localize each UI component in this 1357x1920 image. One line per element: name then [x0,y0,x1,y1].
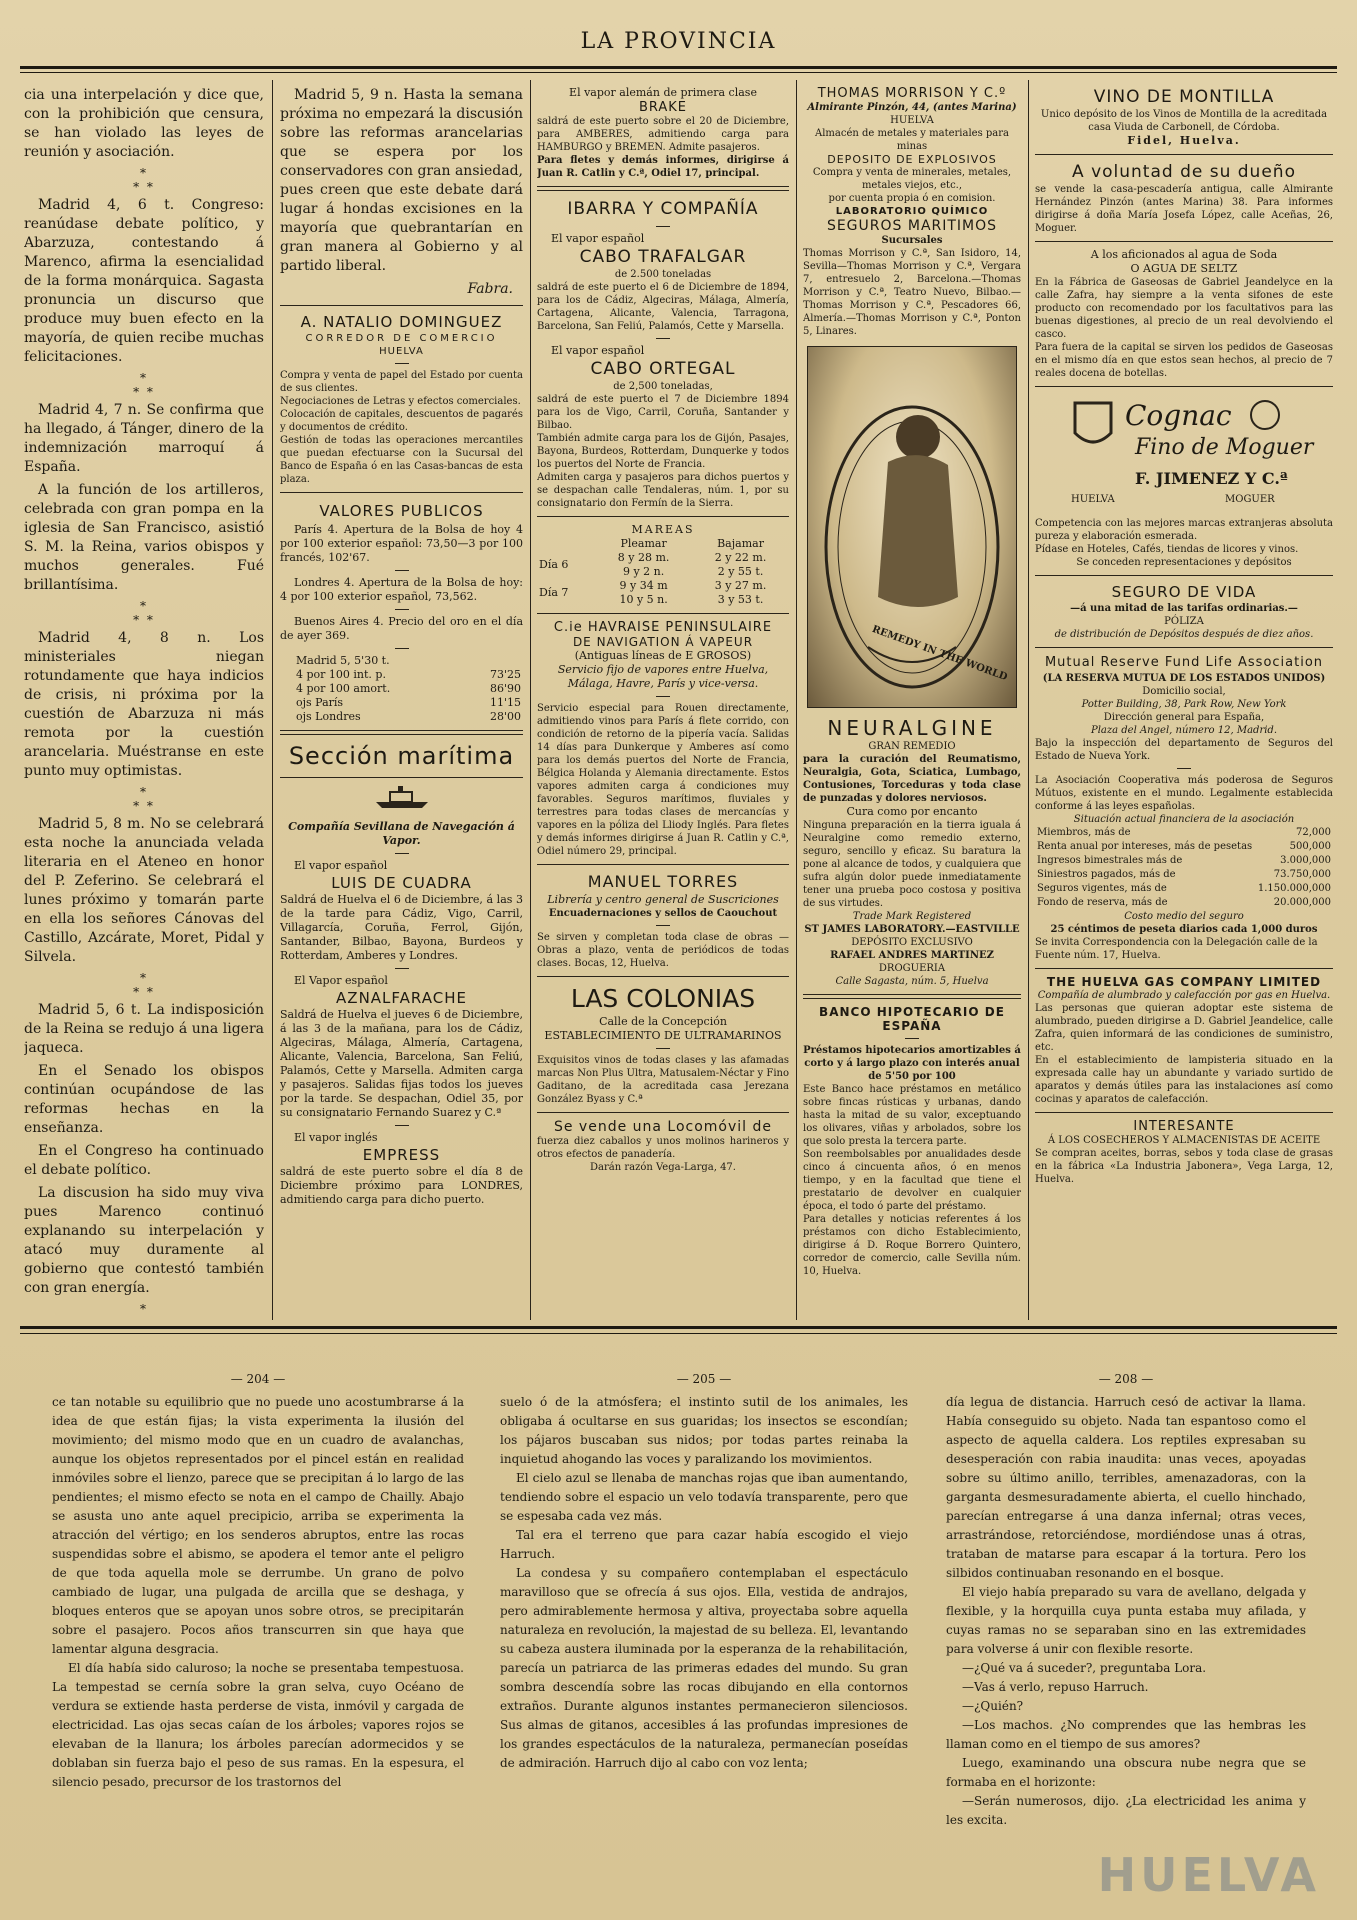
valores-value: 73'25 [489,668,521,681]
brake-pre: El vapor alemán de primera clase [569,86,757,99]
interesante-title: INTERESANTE [1133,1119,1235,1134]
illustration-caption: REMEDY IN THE WORLD [870,623,1009,684]
mutual-direccion: Dirección general para España, [1103,712,1265,723]
divider [395,853,409,854]
serial-paragraph: El día había sido caluroso; la noche se presentaba tempestuosa. La tempestad se cernía sobre la gran selva, cuyo Océano de verdura se extiende hasta perderse de vista, inmóvil y cargada de electricidad. Las ojas secas caían de los árboles; vapores rojos se elevaban de la llanura; los árboles parecían adormecidos y se doblaban sin fuerza bajo el peso de sus ramas. En la espesura, el silencio pesado, precursor de los trastornos del [52,1661,464,1789]
serial-paragraph: suelo ó de la atmósfera; el instinto sutil de los animales, les obligaba á ocultarse en sus guaridas; los insectos se escondían; los pájaros buscaban sus nidos; por todas partes reinaba la inquietud ahogando las voces y paralizando los movimientos. [500,1395,908,1466]
divider [395,363,409,364]
broker-name: A. NATALIO DOMINGUEZ [300,313,503,331]
column-rule [272,80,273,1320]
gas-text: Las personas que quieran adoptar este sistema de alumbrado, pueden dirigirse a D. Gabriel Jeandelice, calle Zafra, quien informará de las condiciones de suministro, etc. [1035,1003,1333,1053]
serial-paragraph: ce tan notable su equilibrio que no puede uno acostumbrarse á la idea de que están fijas; la vista experimenta la ilusión del movimiento; del mismo modo que en un cuadro de avalanchas, aunque los objetos representados por el pincel están en realidad inmóviles sobre el lienzo, parece que se precipitan á lo largo de las pendientes; el mismo efecto se nota en el campo de Chailly. Abajo se asusta uno ante aquel precipicio, arriba se experimenta la atracción del vértigo; en los senderos abruptos, entre las rocas suspendidas sobre el abismo, se apodera el temor ante el peligro de que toda aquella mole se derrumbe. Un grano de polvo cambiado de lugar, una pulgada de arcilla que se deshaga, y bloques enteros que se apoyan unos sobre otros, se precipitarán sobre el pasajero. Pocos años transcurren sin que haya que lamentar alguna desgracia. [52,1395,464,1656]
mareas-pleamar [595,551,692,579]
mareas-time: 2 y 22 m. [714,551,767,564]
brake-name: BRAKE [638,100,688,115]
divider [280,730,523,735]
havraise-service: Servicio fijo de vapores entre Huelva, Málaga, Havre, París y vice-versa. [557,663,769,690]
mareas-time: 8 y 28 m. [617,551,670,564]
mutual-title: Mutual Reserve Fund Life Association [1044,655,1324,670]
cognac-title: Cognac [1125,399,1232,432]
vino-text: Unico depósito de los Vinos de Montilla de la acreditada casa Viuda de Carbonell, de Córdoba. [1040,109,1328,133]
divider [1035,154,1333,155]
morrison-text: Almacén de metales y materiales para minas [815,128,1009,152]
valores-value: 28'00 [489,710,521,723]
separator-stars: * * * [133,371,155,399]
broker-service: Negociaciones de Letras y efectos comerciales. [280,396,521,407]
serial-paragraph: Tal era el terreno que para cazar había escogido el viejo Harruch. [500,1528,908,1561]
divider [395,968,409,969]
serial-paragraph: —Vas á verlo, repuso Harruch. [962,1680,1149,1694]
neuralgine-sub: GRAN REMEDIO [868,741,956,752]
signature: Fabra. [467,281,513,297]
morrison-address: Almirante Pinzón, 44, (antes Marina) [807,102,1017,113]
financial-row [1035,868,1333,882]
colonias-text: Exquisitos vinos de todas clases y las afamadas marcas Non Plus Ultra, Matusalem-Néctar y Fino Gaditano, de la acreditada casa Jerezana González Byass y C.ª [537,1055,789,1105]
valores-row [280,710,523,724]
neuralgine-cura: Cura como por encanto [846,805,978,818]
broker-title: CORREDOR DE COMERCIO [305,333,498,344]
cognac-logo [1035,393,1333,513]
cognac-sub: Fino de Moguer [1135,435,1314,460]
mareas-time: 3 y 53 t. [717,593,764,606]
column-rule [530,80,531,1320]
valores-title: VALORES PUBLICOS [319,502,484,520]
financial-row [1035,840,1333,854]
divider [803,994,1021,999]
cognac-text: Pídase en Hoteles, Cafés, tiendas de licores y vinos. [1035,544,1299,555]
financial-table [1035,826,1333,910]
news-paragraph: La discusion ha sido muy viva pues Marenco continuó explanando su interpelación y atacó muy duramente al gobierno que contestó también con gran energía. [24,1185,264,1296]
colonias-sub: Calle de la Concepción [599,1015,727,1028]
gas-sub: Compañía de alumbrado y calefacción por gas en Huelva. [1037,990,1331,1001]
valores-paragraph: Buenos Aires 4. Precio del oro en el día de ayer 369. [280,615,523,642]
soda-text: Para fuera de la capital se sirven los pedidos de Gaseosas en el mismo día en que estos sean hechos, al precio de 7 reales docena de botellas. [1035,342,1333,379]
mutual-domicilio: Domicilio social, [1142,686,1226,697]
ship-name: LUIS DE CUADRA [331,874,472,892]
cognac-text: Se conceden representaciones y depósitos [1076,557,1292,568]
divider [905,1038,919,1039]
voluntad-text: se vende la casa-pescadería antigua, calle Almirante Hernández Pinzón (antes Marina) 38. Para informes dirigirse á doña María Josefa López, calle Aceñas, 26, Moguer. [1035,184,1333,234]
column-news-2 [280,86,523,1316]
torres-title: MANUEL TORRES [587,872,739,891]
mareas-header: Pleamar [620,537,667,550]
divider [280,777,523,778]
havraise-sub: DE NAVIGATION Á VAPEUR [572,635,754,649]
mareas-header: Bajamar [717,537,764,550]
mutual-plaza: Plaza del Angel, número 12, Madrid. [1090,725,1278,736]
correspondencia: Se invita Correspondencia con la Delegación calle de la Fuente núm. 17, Huelva. [1035,937,1318,961]
ship-listing [280,859,523,1207]
mutual-potter: Potter Building, 38, Park Row, New York [1081,699,1287,710]
ship-pre: El vapor inglés [294,1131,378,1144]
banco-prestamos: Préstamos hipotecarios amortizables á corto y á largo plazo con interés anual de 5'50 por 100 [803,1045,1021,1082]
mareas-title: MAREAS [631,523,695,536]
morrison-title: THOMAS MORRISON Y C.º [817,86,1007,101]
mareas-table [537,537,789,607]
divider [537,186,789,191]
divider [1035,575,1333,576]
sucursales-heading: Sucursales [881,235,943,246]
cognac-city: HUELVA [1071,494,1115,505]
divider [537,976,789,977]
mareas-row [537,551,789,579]
banco-title: BANCO HIPOTECARIO DE ESPAÑA [819,1005,1005,1033]
laboratorio-heading: LABORATORIO QUÍMICO [835,206,989,217]
valores-value: 86'90 [489,682,521,695]
serial-paragraph: —¿Quién? [962,1699,1024,1713]
neuralgine-title: NEURALGINE [827,716,997,740]
divider [280,305,523,306]
vino-brand: Fidel, Huelva. [1127,134,1241,147]
ortegal-text: Admiten carga y pasajeros para dichos puertos y se despachan calle Tendaleras, núm. 1, por su consignatario don Fermín de la Sierra. [537,472,789,509]
mutual-situacion: Situación actual financiera de la asociación [1073,814,1295,825]
banco-text: Son reembolsables por anualidades desde cinco á cincuenta años, ó en menos tiempo, y en la facultad que tiene el prestatario de devolver en cualquier época, el todo ó parte del préstamo. [803,1149,1021,1212]
news-paragraph: cia una interpelación y dice que, con la prohibición que censura, se han violado las leyes de reunión y asociación. [24,87,264,160]
divider [395,1125,409,1126]
valores-value: 11'15 [489,696,521,709]
sucursales-text: Thomas Morrison y C.ª, San Isidoro, 14, Sevilla—Thomas Morrison y C.ª, Vergara 7, entresuelo 2, Barcelona.—Thomas Morrison y C.ª, Teatro Nuevo, Bilbao.—Thomas Morrison y C.ª, Pescadores 66, Almería.—Thomas Morrison y C.ª, Ponton 5, Linares. [803,248,1021,337]
news-paragraph: Madrid 4, 8 n. Los ministeriales niegan rotundamente que haya indicios de crisis, ni próxima por la cuestión de Abarzuza ni más remota por la cuestión arancelaria. Muéstranse en este punto muy optimistas. [24,630,264,779]
cognac-firm: F. JIMENEZ Y C.ª [1135,469,1288,488]
ship-name: EMPRESS [362,1146,441,1164]
divider [656,925,670,926]
financial-row [1035,882,1333,896]
voluntad-title: A voluntad de su dueño [1072,162,1296,182]
explosivos-heading: DEPOSITO DE EXPLOSIVOS [827,153,997,166]
serial-paragraph: —Los machos. ¿No comprendes que las hembras les llaman como en el tiempo de sus amores? [946,1718,1306,1751]
separator-stars: * * * [133,166,155,194]
ship-text: Saldrá de Huelva el jueves 6 de Diciembre, á las 3 de la mañana, para los de Cádiz, Algeciras, Málaga, Almería, Cartagena, Alicante, Valencia, Barcelona, San Feliú, Palamós, Cette y Marsella. Admiten carga y pasajeros. Salidas fijas todos los jueves por la tarde. Se despachan, Odiel 35, por su consignatario Fernando Suarez y C.ª [280,1008,523,1119]
soda-head: A los aficionados al agua de Soda [1090,248,1278,261]
column-rule [1028,80,1029,1320]
valores-block [280,523,523,724]
valores-paragraph: París 4. Apertura de la Bolsa de hoy 4 por 100 exterior español: 73,50—3 por 100 francés, 102'67. [280,523,523,564]
financial-value: 72,000 [1296,827,1331,838]
vida-title: SEGURO DE VIDA [1111,583,1257,601]
company-name: Compañía Sevillana de Navegación á Vapor. [288,820,515,847]
financial-row [1035,854,1333,868]
stjames-laboratory: ST JAMES LABORATORY.—EASTVILLE [804,924,1020,935]
cognac-city: MOGUER [1225,494,1275,505]
divider [537,864,789,865]
mareas-pleamar [595,579,692,607]
divider [537,1112,789,1113]
valores-row [280,668,523,682]
mutual-inspeccion: Bajo la inspección del departamento de Seguros del Estado de Nueva York. [1035,738,1333,762]
serial-paragraph: —¿Qué va á suceder?, preguntaba Lora. [962,1661,1207,1675]
torres-sub2: Encuadernaciones y sellos de Caouchout [548,908,778,919]
valores-row [280,682,523,696]
ship-text: Saldrá de Huelva el 6 de Diciembre, á las 3 de la tarde para Cádiz, Vigo, Carril, Villagarcía, Coruña, Ferrol, Gijón, Santander, Bilbao, Bayona, Burdeos y Rotterdam, Amberes y Londres. [280,893,523,962]
column-ads-4 [803,86,1021,1316]
broker-service: Gestión de todas las operaciones mercantiles que puedan efectuarse con la Sucursal del Banco de España ó en las Casas-bancas de esta plaza. [280,435,523,485]
soda-text: En la Fábrica de Gaseosas de Gabriel Jeandelyce en la calle Zafra, hay siempre a la venta sifones de este producto con recomendado por los facultativos para las buenas digestiones, al precio de un real devolviendo el casco. [1035,277,1333,340]
seccion-maritima-title: Sección marítima [288,742,515,770]
drogueria: DROGUERIA [878,963,946,974]
financial-label: Seguros vigentes, más de [1037,883,1167,894]
newspaper-title: LA PROVINCIA [580,29,777,54]
financial-row [1035,826,1333,840]
banco-text: Este Banco hace préstamos en metálico sobre fincas rústicas y urbanas, dando hasta la mitad de su valor, exceptuando los olivares, viñas y arbolados, sobre los que solo presta la tercera parte. [803,1084,1021,1147]
brake-text: saldrá de este puerto sobre el 20 de Diciembre, para AMBERES, admitiendo carga para HAMBURGO y BREMEN. Admite pasajeros. [537,116,789,153]
mareas-time: 3 y 27 m. [714,579,767,592]
news-paragraph: Madrid 5, 9 n. Hasta la semana próxima no empezará la discusión sobre las reformas arancelarias que se espera por los conservadores con gran ansiedad, pues creen que este debate dará lugar á hondas excisiones en la mayoría que quebrantarían en gran manera al Gobierno y al partido liberal. [280,87,523,274]
ship-icon [280,784,523,816]
trafalgar-pre: El vapor español [551,232,645,245]
colonias-sub2: ESTABLECIMIENTO DE ULTRAMARINOS [544,1029,782,1042]
poliza: PÓLIZA [1164,616,1204,627]
neuralgine-illustration [807,346,1017,708]
broker-services [280,369,523,486]
serial-paragraph: El cielo azul se llenaba de manchas rojas que iban aumentando, tendiendo sobre el espacio un velo todavía transparente, pero que se espesaba cada vez más. [500,1471,908,1523]
havraise-text: Servicio especial para Rouen directamente, admitiendo vinos para París á flete corrido, con condición de retorno de la pipería vacía. Salidas 14 días para Dunkerque y Amberes así como para los demás puertos del Norte de Francia, Bélgica Holanda y Alemania directamente. Estos vapores admiten carga á condiciones muy favorables. Seguros marítimos, fluviales y terrestres para todas clases de mercancías y vapores en la póliza del Lliody Inglés. Para fletes y demás informes dirigirse á Juan R. Catlin y C.ª, Odiel número 29, principal. [537,703,789,857]
serial-paragraph: Luego, examinando una obscura nube negra que se formaba en el horizonte: [946,1756,1306,1789]
madrid-quote-head: Madrid 5, 5'30 t. [296,654,390,667]
valores-label: ojs París [296,696,344,709]
divider [1035,968,1333,969]
neuralgine-text: para la curación del Reumatismo, Neuralgia, Gota, Sciatica, Lumbago, Contusiones, Torceduras y toda clase de punzadas y dolores nerviosos. [803,754,1021,804]
ortegal-name: CABO ORTEGAL [590,359,736,379]
divider [1035,647,1333,648]
costo-heading: Costo medio del seguro [1124,911,1244,922]
serial-paragraph: La condesa y su compañero contemplaban el espectáculo maravilloso que se ofrecía á sus ojos. Ella, vestida de andrajos, pero admirablemente hermosa y altiva, proyectaba sobre aquella naturaleza en revolución, la majestad de su belleza. El, levantando su cabeza austera iluminada por la esperanza de la rehabilitación, parecía un patriarca de las primeras edades del mundo. Su gran sombra descendía sobre las rocas dibujando en ella contornos extraños. Durante algunos instantes permanecieron silenciosos. Sus almas de gitanos, accesibles á las profundas impresiones de los grandes espectáculos de la naturaleza, permanecían poseídas de admiración. Harruch dijo al cabo con voz lenta; [500,1566,908,1770]
serial-paragraph: El viejo había preparado su vara de avellano, delgada y flexible, y la horquilla cuya punta estaba muy afilada, y cuyas ramas no se separaban sino en las extremidades para volverse á unir con flexible resorte. [946,1585,1306,1656]
divider [395,648,409,649]
divider [656,226,670,227]
mareas-day: Día 6 [539,558,569,571]
library-watermark: HUELVA [1097,1848,1320,1902]
news-paragraph: Madrid 4, 7 n. Se confirma que ha llegado, á Tánger, dinero de la indemnización marroquí á España. [24,402,264,475]
financial-value: 3.000,000 [1280,855,1331,866]
financial-value: 20.000,000 [1273,897,1331,908]
financial-label: Siniestros pagados, más de [1037,869,1176,880]
folletin-rule [20,1326,1337,1329]
financial-row [1035,896,1333,910]
ship-pre: El vapor español [294,859,388,872]
divider [1035,1112,1333,1113]
divider [395,570,409,571]
trafalgar-tons: de 2.500 toneladas [614,269,712,280]
trafalgar-name: CABO TRAFALGAR [579,247,747,267]
page-number: — 204 — [230,1372,286,1386]
ortegal-text: saldrá de este puerto el 7 de Diciembre 1894 para los de Vigo, Carril, Coruña, Santander y Bilbao. [537,394,789,431]
soda-title: O AGUA DE SELTZ [1130,262,1238,275]
valores-paragraph: Londres 4. Apertura de la Bolsa de hoy: 4 por 100 exterior español, 73,562. [280,576,523,603]
news-paragraph: Madrid 5, 8 m. No se celebrará esta noche la anunciada velada literaria en el Ateneo en honor del P. Zeferino. Se celebrará el lunes próximo y tomarán parte en ella los señores Cánovas del Castillo, Azcárate, Moret, Pidal y Silvela. [24,816,264,965]
broker-service: Compra y venta de papel del Estado por cuenta de sus clientes. [280,370,523,394]
separator-stars: * * * [133,599,155,627]
deposito-exclusivo: DEPÓSITO EXCLUSIVO [851,937,973,948]
divider [656,1048,670,1049]
mareas-bajamar [692,551,789,579]
cosecheros-text: Se compran aceites, borras, sebos y toda clase de grasas en la fábrica «La Industria Jabonera», Vega Larga, 12, Huelva. [1035,1148,1333,1185]
separator-stars: * [140,1302,148,1316]
mareas-time: 9 y 34 m [619,579,668,592]
locomovil-contact: Darán razón Vega-Larga, 47. [590,1162,736,1173]
mutual-sub: (LA RESERVA MUTUA DE LOS ESTADOS UNIDOS) [1042,673,1326,684]
broker-city: HUELVA [379,346,424,357]
havraise-sub2: (Antiguas líneas de E GROSOS) [574,649,752,662]
column-ads-3 [537,86,789,1316]
divider [656,338,670,339]
costo-text: 25 céntimos de peseta diarios cada 1,000 duros [1050,924,1318,935]
morrison-city: HUELVA [890,115,934,126]
havraise-title: C.ie HAVRAISE PENINSULAIRE [553,620,773,635]
gas-title: THE HUELVA GAS COMPANY LIMITED [1046,975,1322,989]
separator-stars: * * * [133,971,155,999]
masthead-rule [20,66,1337,69]
cosecheros-heading: Á LOS COSECHEROS Y ALMACENISTAS DE ACEITE [1047,1135,1321,1146]
valores-label: ojs Londres [296,710,361,723]
page-number: — 208 — [1098,1372,1154,1386]
gas-text: En el establecimiento de lampisteria situado en la expresada calle hay un abundante y variado surtido de aparatos y demás útiles para las instalaciones así como cocinas y aparatos de calefacción. [1035,1055,1333,1105]
drogueria-address: Calle Sagasta, núm. 5, Huelva [835,976,989,987]
trade-mark: Trade Mark Registered [852,911,972,922]
mareas-time: 2 y 55 t. [717,565,764,578]
folletin-rule-thin [20,1333,1337,1334]
news-paragraph: Madrid 5, 6 t. La indisposición de la Reina se redujo á una ligera jaqueca. [24,1002,264,1056]
rafael-name: RAFAEL ANDRES MARTINEZ [830,950,994,961]
mareas-bajamar [692,579,789,607]
divider [280,492,523,493]
ship-pre: El Vapor español [294,974,388,987]
brake-contact: Para fletes y demás informes, dirigirse á Juan R. Catlin y C.ª, Odiel 17, principal. [537,155,789,179]
valores-label: 4 por 100 amort. [296,682,391,695]
divider [1035,241,1333,242]
divider [395,609,409,610]
vida-sub: —á una mitad de las tarifas ordinarias.— [1070,603,1298,614]
mareas-row [537,579,789,607]
morrison-comision: por cuenta propia ó en comision. [828,193,996,204]
serial-column-2 [500,1370,908,1900]
ship-name: AZNALFARACHE [336,989,467,1007]
divider [1035,386,1333,387]
mareas-time: 10 y 5 n. [619,593,668,606]
valores-table [280,668,523,724]
financial-label: Renta anual por intereses, más de pesetas [1037,841,1253,852]
valores-label: 4 por 100 int. p. [296,668,386,681]
broker-service: Colocación de capitales, descuentos de pagarés y documentos de crédito. [280,409,523,433]
news-paragraph: Madrid 4, 6 t. Congreso: reanúdase debate político, y Abarzuza, contestando á Marenco, afirma la esencialidad de la forma monárquica. Sagasta pronuncia un discurso que produce muy buen efecto en la mayoría, de quien recibe muchas felicitaciones. [24,197,264,365]
financial-label: Ingresos bimestrales más de [1037,855,1183,866]
ship-text: saldrá de este puerto sobre el día 8 de Diciembre próximo para LONDRES, admitiendo carga para dicho puerto. [280,1165,523,1206]
trafalgar-text: saldrá de este puerto el 6 de Diciembre de 1894, para los de Cádiz, Algeciras, Málaga, Almería, Cartagena, Alicante, Valencia, Tarragona, Barcelona, San Feliú, Palamós, Cette y Marsella. [537,282,789,332]
masthead-rule-thin [20,72,1337,73]
financial-label: Fondo de reserva, más de [1037,897,1168,908]
torres-text: Se sirven y completan toda clase de obras —Obras a plazo, venta de periódicos de todas clases. Bocas, 12, Huelva. [537,932,789,969]
financial-value: 73.750,000 [1273,869,1331,880]
news-paragraph: En el Congreso ha continuado el debate político. [24,1143,264,1178]
column-rule [796,80,797,1320]
serial-paragraph: —Serán numerosos, dijo. ¿La electricidad les anima y les excita. [946,1794,1306,1827]
serial-column-1 [52,1370,464,1900]
divider [656,696,670,697]
mareas-time: 9 y 2 n. [622,565,665,578]
vino-title: VINO DE MONTILLA [1093,87,1275,107]
financial-label: Miembros, más de [1037,827,1131,838]
column-ads-5 [1035,86,1333,1316]
divider [1177,768,1191,769]
financial-value: 1.150.000,000 [1257,883,1331,894]
ortegal-pre: El vapor español [551,344,645,357]
column-news-1 [24,86,264,1316]
banco-text: Para detalles y noticias referentes á los préstamos con dicho Establecimiento, dirigirse á D. Roque Borrero Quintero, corredor de comercio, calle Sevilla núm. 10, Huelva. [803,1214,1021,1277]
financial-value: 500,000 [1289,841,1331,852]
ibarra-title: IBARRA Y COMPAÑÍA [567,199,759,219]
locomovil-title: Se vende una Locomóvil de [553,1119,773,1135]
valores-row [280,696,523,710]
neuralgine-text: Ninguna preparación en la tierra iguala á Neuralgine como remedio externo, seguro, sencillo y eficaz. Su baratura la pone al alcance de todos, y cualquiera que sufra algún dolor puede inmediatamente tener una prueba poco costosa y positiva de sus virtudes. [803,820,1021,909]
news-paragraph: A la función de los artilleros, celebrada con gran pompa en la iglesia de San Francisco, asistió S. M. la Reina, varios obispos y muchos generales. Fué brillantísima. [24,482,264,593]
divider [537,613,789,614]
serial-column-3 [946,1370,1306,1900]
news-paragraph: En el Senado los obispos continúan ocupándose de las reformas hechas en la enseñanza. [24,1063,264,1136]
colonias-title: LAS COLONIAS [570,984,756,1013]
mutual-asociacion: La Asociación Cooperativa más poderosa de Seguros Mútuos, existente en el mundo. Legalmente establecida conforme á las leyes españolas. [1035,775,1333,812]
serial-paragraph: día legua de distancia. Harruch cesó de activar la llama. Había conseguido su objeto. Nada tan espantoso como el aspecto de aquella caldera. Los reptiles expresaban su desesperación con rabia inaudita: unas veces, apoyadas sobre su último anillo, terribles, amenazadoras, con la garganta desmesuradamente abierta, el cuello hinchado, parecían entregarse á una danza infernal; otras veces, arrastrándose, retorciéndose, mordiéndose unas á otras, trataban de matarse para escapar á la tortura. Pero los silbidos continuaban resonando en el bosque. [946,1395,1306,1580]
morrison-compra: Compra y venta de minerales, metales, metales viejos, etc., [812,167,1012,191]
ortegal-tons: de 2,500 toneladas, [613,381,713,392]
page-number: — 205 — [676,1372,732,1386]
locomovil-text: fuerza diez caballos y unos molinos harineros y otros efectos de panadería. [537,1136,789,1160]
poliza-sub: de distribución de Depósitos después de diez años. [1054,629,1314,640]
divider [537,516,789,517]
mareas-day: Día 7 [539,586,569,599]
masthead [20,22,1337,72]
separator-stars: * * * [133,785,155,813]
torres-sub: Librería y centro general de Suscriciones [547,893,779,906]
ortegal-text: También admite carga para los de Gijón, Pasajes, Bayona, Burdeos, Rotterdam, Dunquerke y todos los puertos del Norte de Francia. [537,433,789,470]
cognac-text: Competencia con las mejores marcas extranjeras absoluta pureza y elaboración esmerada. [1035,518,1333,542]
seguros-heading: SEGUROS MARITIMOS [826,218,998,234]
